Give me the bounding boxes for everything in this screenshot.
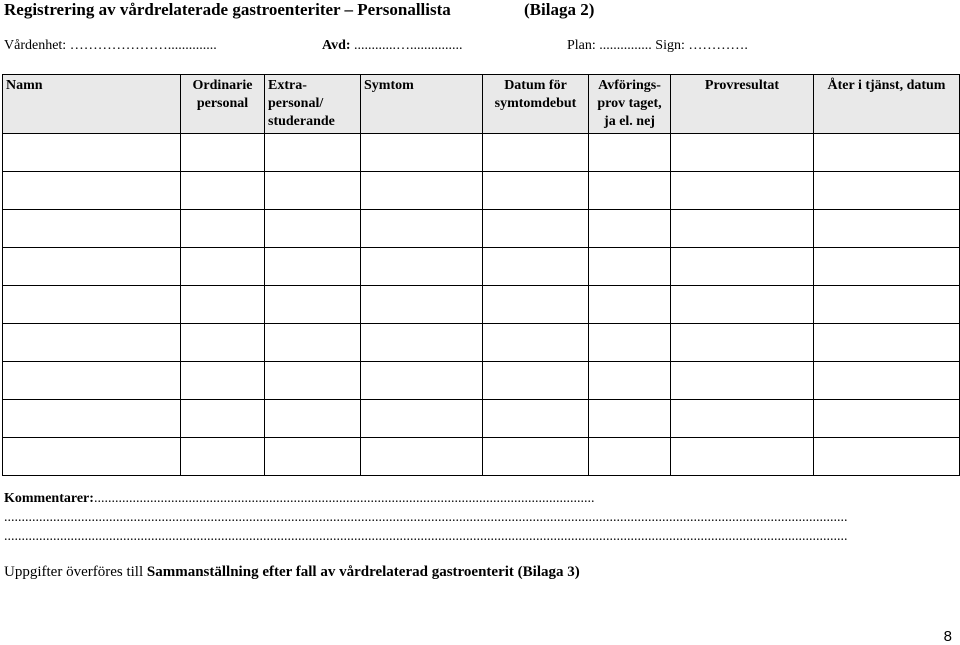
table-row	[3, 248, 960, 286]
comments-label: Kommentarer:	[4, 491, 94, 506]
sign-field[interactable]: ………….	[688, 38, 748, 53]
table-cell[interactable]	[3, 210, 181, 248]
sign-label: Sign:	[655, 38, 685, 53]
table-cell[interactable]	[814, 438, 960, 476]
note-prefix: Uppgifter överföres till	[4, 564, 147, 580]
table-cell[interactable]	[814, 248, 960, 286]
table-cell[interactable]	[361, 210, 483, 248]
table-cell[interactable]	[589, 210, 671, 248]
table-cell[interactable]	[483, 134, 589, 172]
title-text: Registrering av vårdrelaterade gastroenteriter – Personallista	[4, 0, 451, 19]
table-cell[interactable]	[265, 134, 361, 172]
table-cell[interactable]	[361, 400, 483, 438]
table-cell[interactable]	[589, 286, 671, 324]
table-row	[3, 324, 960, 362]
table-cell[interactable]	[3, 134, 181, 172]
table-cell[interactable]	[3, 172, 181, 210]
comments-field-line-2[interactable]: .................................................................................................................................................................................................................................................	[4, 510, 848, 525]
table-cell[interactable]	[181, 362, 265, 400]
table-cell[interactable]	[181, 248, 265, 286]
table-cell[interactable]	[181, 324, 265, 362]
table-cell[interactable]	[671, 248, 814, 286]
table-cell[interactable]	[671, 324, 814, 362]
table-cell[interactable]	[3, 400, 181, 438]
table-cell[interactable]	[265, 400, 361, 438]
table-cell[interactable]	[361, 324, 483, 362]
page-title	[4, 0, 595, 20]
col-namn: Namn	[3, 75, 181, 134]
col-avforingsprov: Avförings-prov taget, ja el. nej	[589, 75, 671, 134]
table-cell[interactable]	[483, 438, 589, 476]
table-cell[interactable]	[361, 134, 483, 172]
table-cell[interactable]	[483, 248, 589, 286]
table-cell[interactable]	[483, 324, 589, 362]
table-cell[interactable]	[3, 438, 181, 476]
table-cell[interactable]	[265, 438, 361, 476]
table-cell[interactable]	[181, 438, 265, 476]
table-cell[interactable]	[589, 438, 671, 476]
table-cell[interactable]	[671, 400, 814, 438]
table-row	[3, 134, 960, 172]
plan-sign-group	[567, 38, 748, 54]
vardenhet-label: Vårdenhet:	[4, 38, 67, 53]
table-cell[interactable]	[265, 210, 361, 248]
table-cell[interactable]	[589, 248, 671, 286]
table-row	[3, 362, 960, 400]
table-cell[interactable]	[589, 362, 671, 400]
page-number: 8	[943, 628, 952, 645]
table-cell[interactable]	[181, 286, 265, 324]
table-cell[interactable]	[589, 172, 671, 210]
avd-label: Avd:	[322, 38, 351, 53]
table-cell[interactable]	[483, 210, 589, 248]
table-cell[interactable]	[3, 362, 181, 400]
bilaga-label: (Bilaga 2)	[524, 0, 595, 19]
table-cell[interactable]	[3, 286, 181, 324]
table-cell[interactable]	[814, 172, 960, 210]
table-cell[interactable]	[483, 286, 589, 324]
table-row	[3, 210, 960, 248]
table-header-row	[3, 75, 960, 134]
table-row	[3, 172, 960, 210]
table-cell[interactable]	[589, 400, 671, 438]
vardenhet-field[interactable]: …………………..............	[69, 38, 217, 53]
col-symtom: Symtom	[361, 75, 483, 134]
table-cell[interactable]	[671, 286, 814, 324]
col-extrapersonal: Extra-personal/ studerande	[265, 75, 361, 134]
table-body	[3, 134, 960, 476]
transfer-note	[4, 564, 580, 581]
table-cell[interactable]	[589, 134, 671, 172]
plan-field[interactable]: ...............	[599, 38, 652, 53]
table-cell[interactable]	[181, 172, 265, 210]
avd-group	[322, 38, 463, 54]
table-row	[3, 438, 960, 476]
table-cell[interactable]	[361, 172, 483, 210]
table-cell[interactable]	[589, 324, 671, 362]
table-cell[interactable]	[671, 438, 814, 476]
table-cell[interactable]	[671, 134, 814, 172]
table-cell[interactable]	[3, 324, 181, 362]
table-cell[interactable]	[671, 210, 814, 248]
table-cell[interactable]	[265, 362, 361, 400]
table-cell[interactable]	[814, 134, 960, 172]
table-cell[interactable]	[483, 400, 589, 438]
col-datum-symtomdebut: Datum för symtomdebut	[483, 75, 589, 134]
table-cell[interactable]	[265, 324, 361, 362]
table-cell[interactable]	[265, 172, 361, 210]
comments-field[interactable]: ...............................................................................................................................................	[93, 491, 595, 506]
table-cell[interactable]	[361, 438, 483, 476]
comments-line	[4, 491, 594, 507]
table-cell[interactable]	[671, 362, 814, 400]
table-cell[interactable]	[265, 286, 361, 324]
table-cell[interactable]	[181, 400, 265, 438]
table-cell[interactable]	[814, 362, 960, 400]
form-meta-line	[4, 38, 748, 54]
table-cell[interactable]	[265, 248, 361, 286]
note-emphasis: Sammanställning efter fall av vårdrelaterad gastroenterit (Bilaga 3)	[146, 564, 580, 580]
plan-label: Plan:	[567, 38, 596, 53]
table-cell[interactable]	[3, 248, 181, 286]
table-cell[interactable]	[483, 172, 589, 210]
table-cell[interactable]	[671, 172, 814, 210]
table-cell[interactable]	[361, 286, 483, 324]
table-cell[interactable]	[361, 362, 483, 400]
table-cell[interactable]	[181, 134, 265, 172]
avd-field[interactable]: ............…...............	[354, 38, 463, 53]
table-row	[3, 286, 960, 324]
comments-field-line-3[interactable]: .................................................................................................................................................................................................................................................	[4, 529, 848, 544]
table-cell[interactable]	[181, 210, 265, 248]
table-cell[interactable]	[814, 324, 960, 362]
table-cell[interactable]	[814, 210, 960, 248]
table-row	[3, 400, 960, 438]
col-ater-i-tjanst: Åter i tjänst, datum	[814, 75, 960, 134]
col-provresultat: Provresultat	[671, 75, 814, 134]
table-cell[interactable]	[361, 248, 483, 286]
table-cell[interactable]	[814, 286, 960, 324]
personal-table	[2, 74, 960, 476]
col-ordinarie: Ordinarie personal	[181, 75, 265, 134]
table-cell[interactable]	[814, 400, 960, 438]
table-cell[interactable]	[483, 362, 589, 400]
